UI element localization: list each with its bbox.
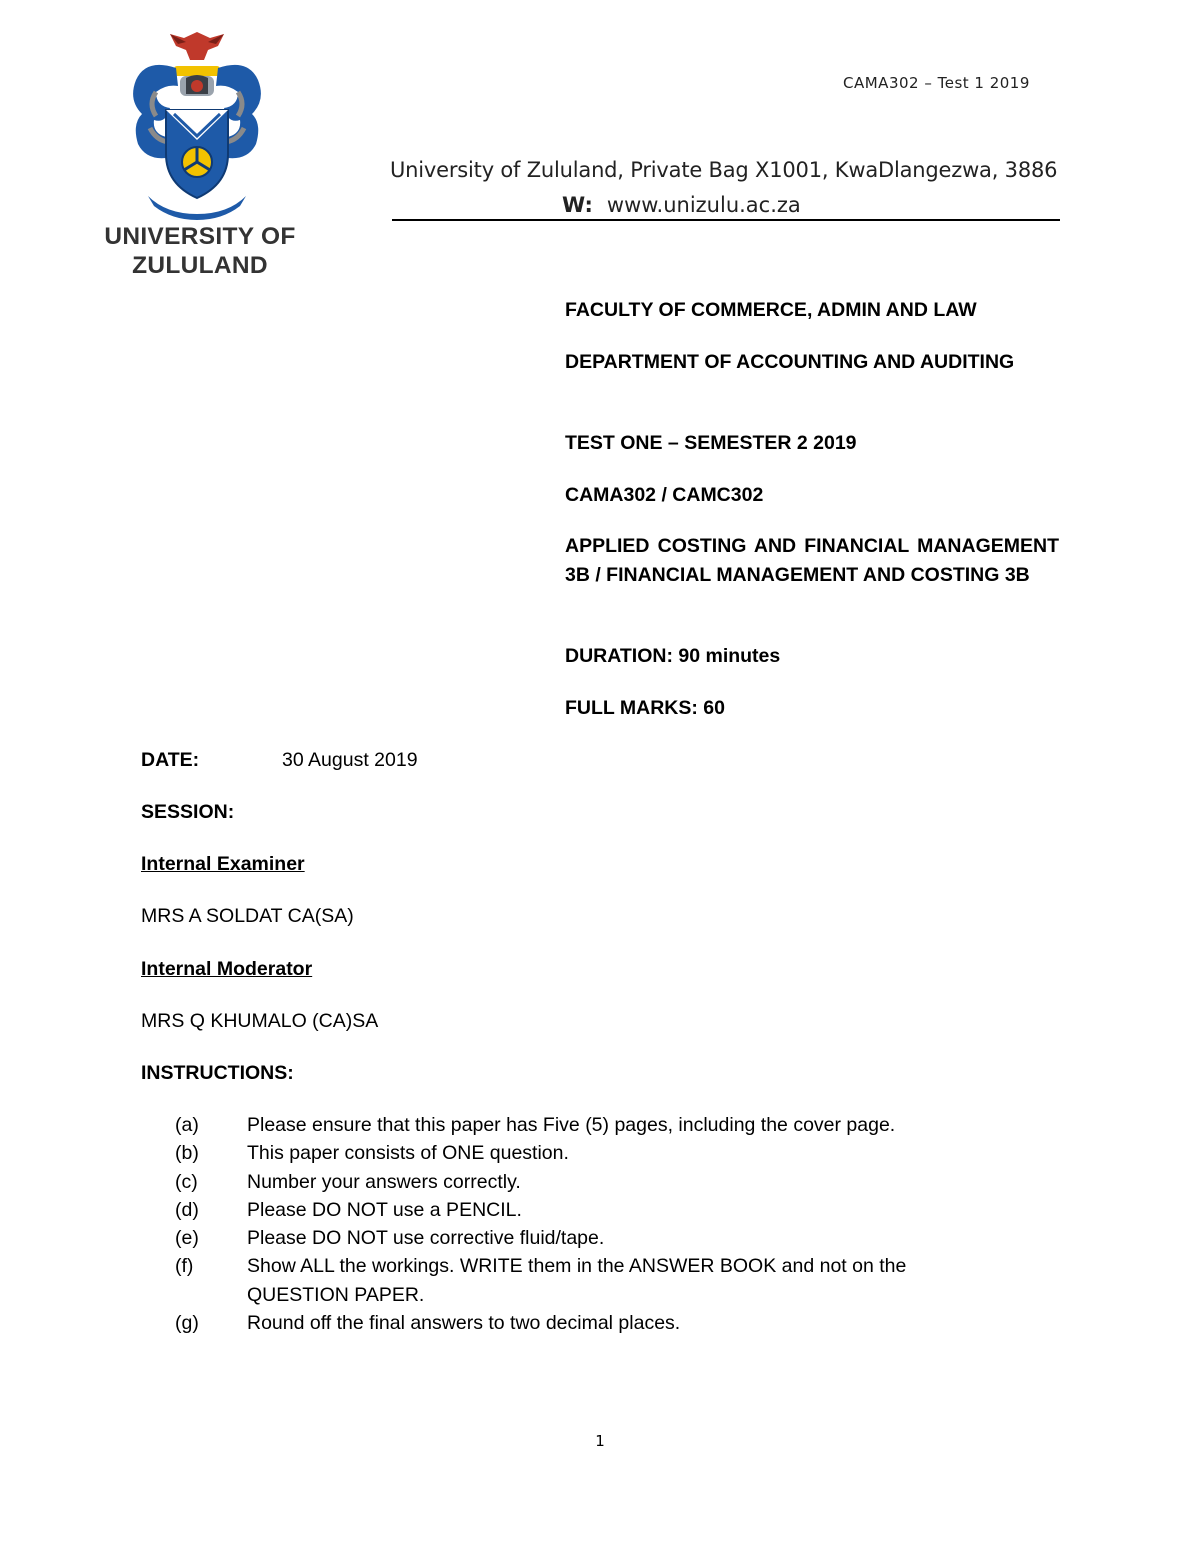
website-url: www.unizulu.ac.za [606,193,801,217]
module-name: APPLIED COSTING AND FINANCIAL MANAGEMENT 3B / FINANCIAL MANAGEMENT AND COSTING 3B [565,535,1059,586]
list-marker: (e) [175,1227,199,1250]
moderator-heading: Internal Moderator [141,958,313,980]
full-marks: FULL MARKS: 60 [565,697,725,719]
faculty-name: FACULTY OF COMMERCE, ADMIN AND LAW [565,299,977,321]
university-crest-icon [126,28,268,220]
list-item [175,1224,1005,1252]
test-title: TEST ONE – SEMESTER 2 2019 [565,432,857,454]
running-head: CAMA302 – Test 1 2019 [843,74,1030,92]
module-codes: CAMA302 / CAMC302 [565,484,764,506]
list-marker: (a) [175,1114,199,1136]
page-number: 1 [595,1432,605,1450]
list-item [175,1309,1005,1337]
list-item-text: Please DO NOT use a PENCIL. [247,1198,522,1221]
instructions-list [175,1111,1005,1337]
duration: DURATION: 90 minutes [565,645,781,667]
moderator-name: MRS Q KHUMALO (CA)SA [141,1010,379,1032]
list-marker: (d) [175,1198,199,1221]
header-rule [392,219,1060,221]
instructions-label: INSTRUCTIONS: [141,1062,294,1084]
date-value: 30 August 2019 [282,749,418,771]
university-name [96,222,304,280]
list-item-text: Show ALL the workings. WRITE them in the ANSWER BOOK and not on the QUESTION PAPER. [247,1255,907,1306]
website-line [562,193,801,217]
list-item [175,1252,1005,1309]
list-item-text: Round off the final answers to two decimal places. [247,1312,681,1335]
website-label: W: [562,193,593,217]
session-label: SESSION: [141,801,235,823]
list-item-text: Number your answers correctly. [247,1170,521,1193]
list-marker: (g) [175,1312,199,1335]
examiner-heading: Internal Examiner [141,853,305,875]
list-item [175,1168,1005,1196]
department-name: DEPARTMENT OF ACCOUNTING AND AUDITING [565,351,1015,373]
university-name-line1: UNIVERSITY OF [104,223,296,250]
list-item [175,1111,1005,1139]
university-address: University of Zululand, Private Bag X1001, KwaDlangezwa, 3886 [390,158,1058,182]
list-item [175,1139,1005,1167]
list-marker: (b) [175,1142,199,1165]
date-label: DATE: [141,749,200,771]
list-item [175,1196,1005,1224]
list-marker: (c) [175,1170,198,1193]
examiner-name: MRS A SOLDAT CA(SA) [141,905,354,927]
list-item-text: Please ensure that this paper has Five (5) pages, including the cover page. [247,1114,896,1136]
list-item-text: This paper consists of ONE question. [247,1142,569,1165]
list-item-text: Please DO NOT use corrective fluid/tape. [247,1227,605,1250]
university-name-line2: ZULULAND [132,252,268,279]
list-marker: (f) [175,1255,194,1278]
